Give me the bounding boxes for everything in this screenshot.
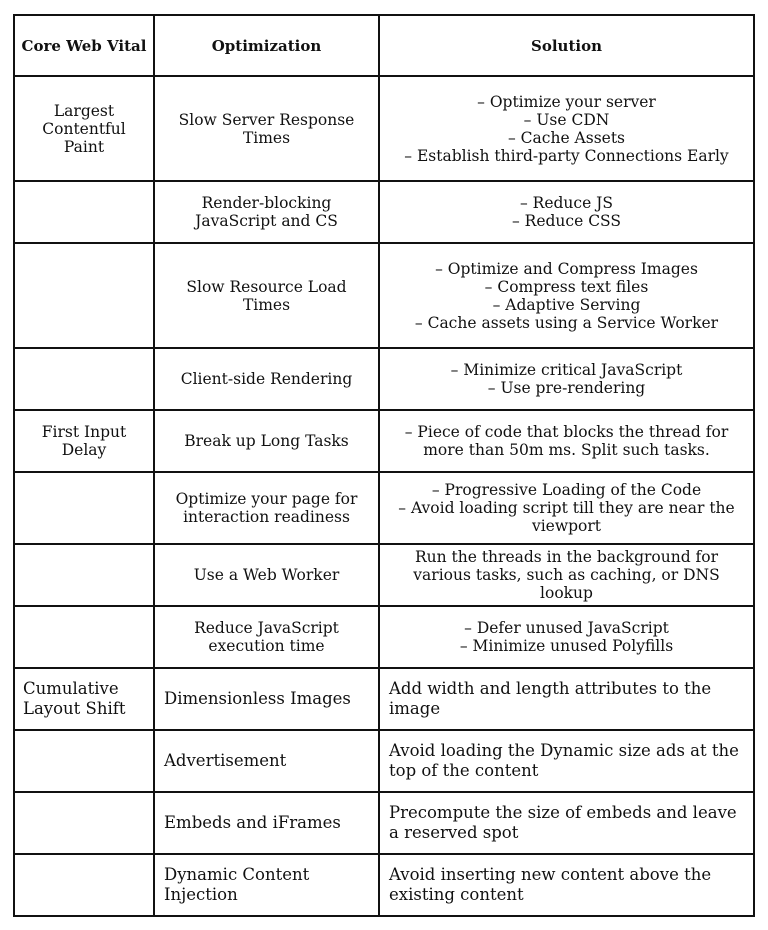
solution-cell	[379, 606, 754, 668]
solution-cell	[379, 792, 754, 854]
core-web-vital-cell	[14, 472, 154, 544]
solution-line: Avoid loading the Dynamic size ads at the top of the content	[389, 741, 739, 780]
solution-line: – Adaptive Serving	[492, 295, 641, 314]
solution-line: – Establish third-party Connections Early	[404, 146, 729, 165]
solution-cell	[379, 544, 754, 606]
optimization-cell: Use a Web Worker	[154, 544, 379, 606]
table-row	[14, 668, 754, 730]
core-web-vital-cell	[14, 544, 154, 606]
header-solution: Solution	[379, 15, 754, 76]
core-web-vital-cell	[14, 606, 154, 668]
solution-cell	[379, 472, 754, 544]
solution-line: – Piece of code that blocks the thread for more than 50m ms. Split such tasks.	[404, 423, 729, 459]
table-row	[14, 792, 754, 854]
solution-cell	[379, 668, 754, 730]
table-row	[14, 76, 754, 181]
table-row	[14, 544, 754, 606]
solution-cell	[379, 730, 754, 792]
table-row	[14, 472, 754, 544]
optimization-cell: Client-side Rendering	[154, 348, 379, 410]
solution-line: – Reduce CSS	[511, 212, 622, 230]
optimization-cell: Reduce JavaScript execution time	[154, 606, 379, 668]
core-web-vital-cell: Cumulative Layout Shift	[14, 668, 154, 730]
header-optimization: Optimization	[154, 15, 379, 76]
solution-line: Precompute the size of embeds and leave a reserved spot	[389, 803, 737, 842]
solution-line: – Optimize your server	[477, 92, 656, 111]
solution-cell	[379, 410, 754, 472]
solution-cell	[379, 76, 754, 181]
optimization-cell: Optimize your page for interaction readiness	[154, 472, 379, 544]
solution-line: – Progressive Loading of the Code	[431, 481, 702, 499]
solution-line: Run the threads in the background for various tasks, such as caching, or DNS lookup	[413, 548, 720, 602]
solution-line: – Minimize critical JavaScript	[450, 361, 683, 379]
solution-cell	[379, 243, 754, 348]
core-web-vital-cell	[14, 181, 154, 243]
core-web-vital-cell: First Input Delay	[14, 410, 154, 472]
core-web-vital-cell	[14, 854, 154, 916]
solution-line: – Cache assets using a Service Worker	[414, 313, 719, 332]
optimization-cell: Slow Server Response Times	[154, 76, 379, 181]
core-web-vitals-table	[13, 14, 755, 917]
solution-line: – Optimize and Compress Images	[435, 259, 698, 278]
solution-line: – Defer unused JavaScript	[464, 619, 669, 637]
solution-line: – Minimize unused Polyfills	[459, 637, 674, 655]
solution-line: – Avoid loading script till they are near the viewport	[398, 499, 735, 535]
solution-line: – Use pre-rendering	[487, 379, 646, 397]
optimization-cell: Slow Resource Load Times	[154, 243, 379, 348]
optimization-cell: Dynamic Content Injection	[154, 854, 379, 916]
core-web-vital-cell	[14, 348, 154, 410]
solution-cell	[379, 348, 754, 410]
solution-line: Add width and length attributes to the image	[389, 679, 712, 718]
table-row	[14, 348, 754, 410]
solution-line: – Cache Assets	[508, 128, 625, 147]
solution-cell	[379, 854, 754, 916]
optimization-cell: Render-blocking JavaScript and CS	[154, 181, 379, 243]
header-core-web-vital: Core Web Vital	[14, 15, 154, 76]
core-web-vital-cell	[14, 243, 154, 348]
solution-line: – Reduce JS	[519, 194, 614, 212]
table-body	[14, 76, 754, 916]
core-web-vital-cell: Largest Contentful Paint	[14, 76, 154, 181]
table-header-row	[14, 15, 754, 76]
core-web-vital-cell	[14, 792, 154, 854]
table-row	[14, 243, 754, 348]
solution-line: Avoid inserting new content above the existing content	[389, 865, 712, 904]
table-row	[14, 730, 754, 792]
optimization-cell: Embeds and iFrames	[154, 792, 379, 854]
table-row	[14, 410, 754, 472]
table-row	[14, 854, 754, 916]
optimization-cell: Break up Long Tasks	[154, 410, 379, 472]
table-row	[14, 606, 754, 668]
optimization-cell: Advertisement	[154, 730, 379, 792]
optimization-cell: Dimensionless Images	[154, 668, 379, 730]
solution-line: – Use CDN	[523, 110, 610, 129]
solution-line: – Compress text files	[484, 277, 649, 296]
solution-cell	[379, 181, 754, 243]
table-row	[14, 181, 754, 243]
core-web-vital-cell	[14, 730, 154, 792]
